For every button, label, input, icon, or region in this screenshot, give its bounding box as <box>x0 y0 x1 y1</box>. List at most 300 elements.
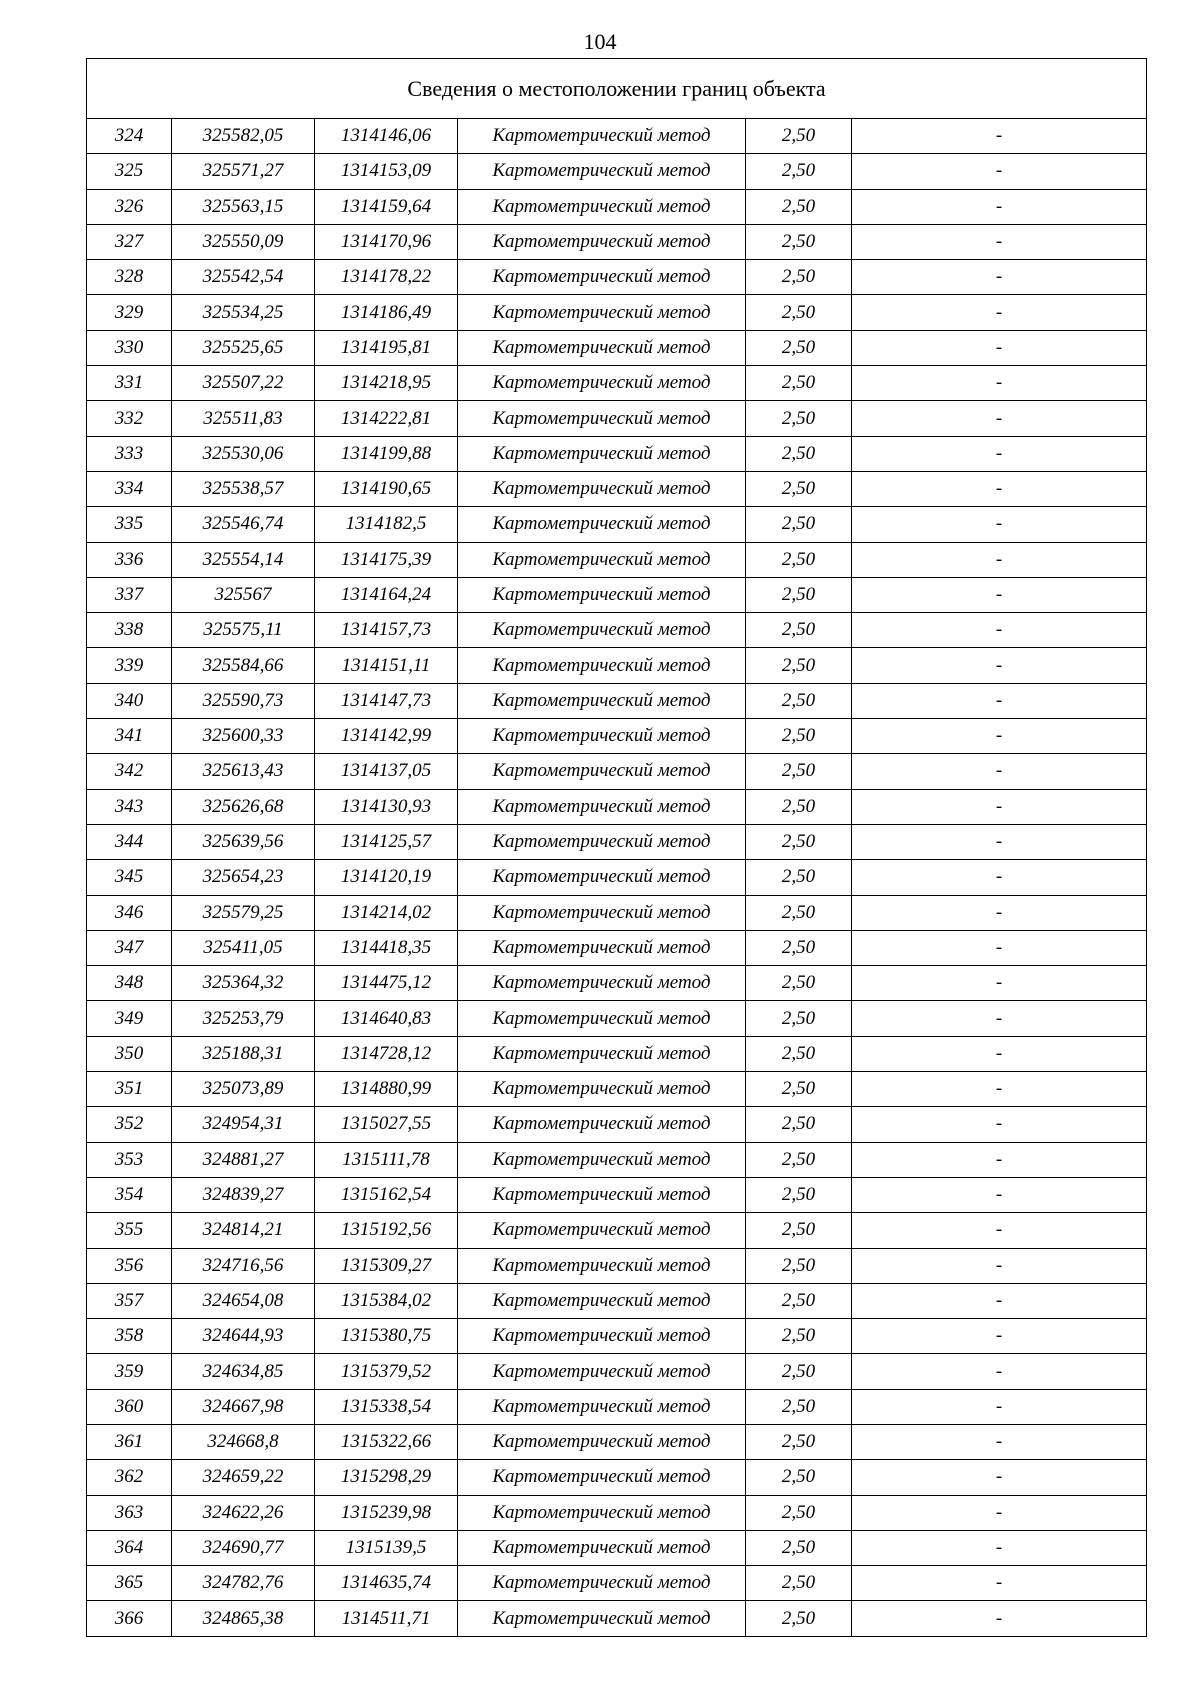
y-coordinate-cell: 1314222,81 <box>315 401 458 436</box>
accuracy-cell: 2,50 <box>746 401 852 436</box>
table-row <box>87 366 1147 401</box>
point-number-cell: 365 <box>87 1566 172 1601</box>
table-row <box>87 1036 1147 1071</box>
table-row <box>87 154 1147 189</box>
x-coordinate-cell: 324668,8 <box>172 1424 315 1459</box>
method-cell: Картометрический метод <box>458 189 746 224</box>
method-cell: Картометрический метод <box>458 119 746 154</box>
table-row <box>87 683 1147 718</box>
point-number-cell: 347 <box>87 930 172 965</box>
point-number-cell: 327 <box>87 224 172 259</box>
y-coordinate-cell: 1315338,54 <box>315 1389 458 1424</box>
method-cell: Картометрический метод <box>458 1354 746 1389</box>
note-cell: - <box>852 1036 1147 1071</box>
method-cell: Картометрический метод <box>458 1460 746 1495</box>
table-row <box>87 648 1147 683</box>
point-number-cell: 330 <box>87 330 172 365</box>
accuracy-cell: 2,50 <box>746 577 852 612</box>
method-cell: Картометрический метод <box>458 1495 746 1530</box>
accuracy-cell: 2,50 <box>746 754 852 789</box>
accuracy-cell: 2,50 <box>746 1530 852 1565</box>
table-row <box>87 507 1147 542</box>
table-row <box>87 119 1147 154</box>
table-body <box>87 59 1147 1637</box>
accuracy-cell: 2,50 <box>746 1072 852 1107</box>
y-coordinate-cell: 1314728,12 <box>315 1036 458 1071</box>
point-number-cell: 334 <box>87 471 172 506</box>
note-cell: - <box>852 1142 1147 1177</box>
x-coordinate-cell: 325579,25 <box>172 895 315 930</box>
table-row <box>87 224 1147 259</box>
accuracy-cell: 2,50 <box>746 1566 852 1601</box>
note-cell: - <box>852 1107 1147 1142</box>
table-row <box>87 330 1147 365</box>
accuracy-cell: 2,50 <box>746 189 852 224</box>
table-row <box>87 824 1147 859</box>
x-coordinate-cell: 325507,22 <box>172 366 315 401</box>
accuracy-cell: 2,50 <box>746 966 852 1001</box>
note-cell: - <box>852 648 1147 683</box>
table-row <box>87 1213 1147 1248</box>
x-coordinate-cell: 325567 <box>172 577 315 612</box>
table-row <box>87 260 1147 295</box>
table-row <box>87 1460 1147 1495</box>
table-row <box>87 966 1147 1001</box>
method-cell: Картометрический метод <box>458 1142 746 1177</box>
accuracy-cell: 2,50 <box>746 719 852 754</box>
x-coordinate-cell: 324667,98 <box>172 1389 315 1424</box>
table-row <box>87 1566 1147 1601</box>
note-cell: - <box>852 613 1147 648</box>
method-cell: Картометрический метод <box>458 719 746 754</box>
table-row <box>87 930 1147 965</box>
method-cell: Картометрический метод <box>458 330 746 365</box>
method-cell: Картометрический метод <box>458 436 746 471</box>
point-number-cell: 326 <box>87 189 172 224</box>
method-cell: Картометрический метод <box>458 154 746 189</box>
accuracy-cell: 2,50 <box>746 824 852 859</box>
y-coordinate-cell: 1314147,73 <box>315 683 458 718</box>
method-cell: Картометрический метод <box>458 1036 746 1071</box>
y-coordinate-cell: 1314214,02 <box>315 895 458 930</box>
y-coordinate-cell: 1314130,93 <box>315 789 458 824</box>
y-coordinate-cell: 1315384,02 <box>315 1283 458 1318</box>
accuracy-cell: 2,50 <box>746 1424 852 1459</box>
point-number-cell: 333 <box>87 436 172 471</box>
table-row <box>87 1495 1147 1530</box>
y-coordinate-cell: 1314170,96 <box>315 224 458 259</box>
accuracy-cell: 2,50 <box>746 366 852 401</box>
accuracy-cell: 2,50 <box>746 895 852 930</box>
point-number-cell: 331 <box>87 366 172 401</box>
x-coordinate-cell: 324716,56 <box>172 1248 315 1283</box>
method-cell: Картометрический метод <box>458 754 746 789</box>
point-number-cell: 341 <box>87 719 172 754</box>
x-coordinate-cell: 325554,14 <box>172 542 315 577</box>
point-number-cell: 339 <box>87 648 172 683</box>
note-cell: - <box>852 754 1147 789</box>
note-cell: - <box>852 542 1147 577</box>
x-coordinate-cell: 325590,73 <box>172 683 315 718</box>
point-number-cell: 348 <box>87 966 172 1001</box>
method-cell: Картометрический метод <box>458 1248 746 1283</box>
table-title: Сведения о местоположении границ объекта <box>87 59 1147 119</box>
x-coordinate-cell: 325188,31 <box>172 1036 315 1071</box>
x-coordinate-cell: 324659,22 <box>172 1460 315 1495</box>
y-coordinate-cell: 1314125,57 <box>315 824 458 859</box>
accuracy-cell: 2,50 <box>746 1283 852 1318</box>
y-coordinate-cell: 1314157,73 <box>315 613 458 648</box>
x-coordinate-cell: 324782,76 <box>172 1566 315 1601</box>
method-cell: Картометрический метод <box>458 789 746 824</box>
y-coordinate-cell: 1315322,66 <box>315 1424 458 1459</box>
point-number-cell: 364 <box>87 1530 172 1565</box>
accuracy-cell: 2,50 <box>746 1177 852 1212</box>
note-cell: - <box>852 930 1147 965</box>
x-coordinate-cell: 325525,65 <box>172 330 315 365</box>
method-cell: Картометрический метод <box>458 507 746 542</box>
accuracy-cell: 2,50 <box>746 683 852 718</box>
table-row <box>87 1424 1147 1459</box>
accuracy-cell: 2,50 <box>746 1389 852 1424</box>
method-cell: Картометрический метод <box>458 1530 746 1565</box>
accuracy-cell: 2,50 <box>746 542 852 577</box>
x-coordinate-cell: 324954,31 <box>172 1107 315 1142</box>
method-cell: Картометрический метод <box>458 1319 746 1354</box>
x-coordinate-cell: 325411,05 <box>172 930 315 965</box>
note-cell: - <box>852 1283 1147 1318</box>
table-row <box>87 754 1147 789</box>
note-cell: - <box>852 895 1147 930</box>
accuracy-cell: 2,50 <box>746 1107 852 1142</box>
note-cell: - <box>852 1424 1147 1459</box>
method-cell: Картометрический метод <box>458 1601 746 1636</box>
accuracy-cell: 2,50 <box>746 1142 852 1177</box>
accuracy-cell: 2,50 <box>746 1601 852 1636</box>
accuracy-cell: 2,50 <box>746 1495 852 1530</box>
point-number-cell: 332 <box>87 401 172 436</box>
x-coordinate-cell: 325600,33 <box>172 719 315 754</box>
table-row <box>87 436 1147 471</box>
method-cell: Картометрический метод <box>458 1283 746 1318</box>
y-coordinate-cell: 1314151,11 <box>315 648 458 683</box>
accuracy-cell: 2,50 <box>746 154 852 189</box>
point-number-cell: 357 <box>87 1283 172 1318</box>
accuracy-cell: 2,50 <box>746 789 852 824</box>
point-number-cell: 343 <box>87 789 172 824</box>
point-number-cell: 349 <box>87 1001 172 1036</box>
y-coordinate-cell: 1314511,71 <box>315 1601 458 1636</box>
method-cell: Картометрический метод <box>458 224 746 259</box>
accuracy-cell: 2,50 <box>746 436 852 471</box>
point-number-cell: 336 <box>87 542 172 577</box>
method-cell: Картометрический метод <box>458 1107 746 1142</box>
y-coordinate-cell: 1315309,27 <box>315 1248 458 1283</box>
y-coordinate-cell: 1314159,64 <box>315 189 458 224</box>
y-coordinate-cell: 1314418,35 <box>315 930 458 965</box>
method-cell: Картометрический метод <box>458 542 746 577</box>
method-cell: Картометрический метод <box>458 930 746 965</box>
note-cell: - <box>852 1319 1147 1354</box>
x-coordinate-cell: 324622,26 <box>172 1495 315 1530</box>
y-coordinate-cell: 1315192,56 <box>315 1213 458 1248</box>
table-row <box>87 1142 1147 1177</box>
note-cell: - <box>852 966 1147 1001</box>
point-number-cell: 363 <box>87 1495 172 1530</box>
y-coordinate-cell: 1315380,75 <box>315 1319 458 1354</box>
y-coordinate-cell: 1314640,83 <box>315 1001 458 1036</box>
x-coordinate-cell: 325530,06 <box>172 436 315 471</box>
y-coordinate-cell: 1314635,74 <box>315 1566 458 1601</box>
page-number: 104 <box>583 29 617 54</box>
accuracy-cell: 2,50 <box>746 1354 852 1389</box>
note-cell: - <box>852 1601 1147 1636</box>
note-cell: - <box>852 1495 1147 1530</box>
y-coordinate-cell: 1314199,88 <box>315 436 458 471</box>
x-coordinate-cell: 324865,38 <box>172 1601 315 1636</box>
table-row <box>87 789 1147 824</box>
y-coordinate-cell: 1314195,81 <box>315 330 458 365</box>
note-cell: - <box>852 260 1147 295</box>
note-cell: - <box>852 1177 1147 1212</box>
point-number-cell: 345 <box>87 860 172 895</box>
x-coordinate-cell: 324654,08 <box>172 1283 315 1318</box>
y-coordinate-cell: 1314190,65 <box>315 471 458 506</box>
accuracy-cell: 2,50 <box>746 224 852 259</box>
table-row <box>87 577 1147 612</box>
method-cell: Картометрический метод <box>458 1213 746 1248</box>
note-cell: - <box>852 330 1147 365</box>
table-row <box>87 1601 1147 1636</box>
x-coordinate-cell: 325550,09 <box>172 224 315 259</box>
x-coordinate-cell: 325542,54 <box>172 260 315 295</box>
x-coordinate-cell: 325534,25 <box>172 295 315 330</box>
note-cell: - <box>852 860 1147 895</box>
y-coordinate-cell: 1315298,29 <box>315 1460 458 1495</box>
y-coordinate-cell: 1314182,5 <box>315 507 458 542</box>
note-cell: - <box>852 789 1147 824</box>
note-cell: - <box>852 401 1147 436</box>
y-coordinate-cell: 1314178,22 <box>315 260 458 295</box>
table-row <box>87 1001 1147 1036</box>
y-coordinate-cell: 1314175,39 <box>315 542 458 577</box>
y-coordinate-cell: 1314153,09 <box>315 154 458 189</box>
accuracy-cell: 2,50 <box>746 1248 852 1283</box>
note-cell: - <box>852 1389 1147 1424</box>
note-cell: - <box>852 1213 1147 1248</box>
method-cell: Картометрический метод <box>458 1001 746 1036</box>
x-coordinate-cell: 324814,21 <box>172 1213 315 1248</box>
x-coordinate-cell: 325575,11 <box>172 613 315 648</box>
x-coordinate-cell: 325626,68 <box>172 789 315 824</box>
y-coordinate-cell: 1315111,78 <box>315 1142 458 1177</box>
y-coordinate-cell: 1314146,06 <box>315 119 458 154</box>
method-cell: Картометрический метод <box>458 1389 746 1424</box>
y-coordinate-cell: 1314142,99 <box>315 719 458 754</box>
point-number-cell: 328 <box>87 260 172 295</box>
y-coordinate-cell: 1314218,95 <box>315 366 458 401</box>
x-coordinate-cell: 325511,83 <box>172 401 315 436</box>
point-number-cell: 324 <box>87 119 172 154</box>
x-coordinate-cell: 324881,27 <box>172 1142 315 1177</box>
method-cell: Картометрический метод <box>458 295 746 330</box>
x-coordinate-cell: 325253,79 <box>172 1001 315 1036</box>
note-cell: - <box>852 366 1147 401</box>
point-number-cell: 351 <box>87 1072 172 1107</box>
table-row <box>87 189 1147 224</box>
table-row <box>87 719 1147 754</box>
table-row <box>87 1177 1147 1212</box>
table-row <box>87 401 1147 436</box>
y-coordinate-cell: 1314137,05 <box>315 754 458 789</box>
accuracy-cell: 2,50 <box>746 613 852 648</box>
y-coordinate-cell: 1314475,12 <box>315 966 458 1001</box>
table-row <box>87 1283 1147 1318</box>
point-number-cell: 362 <box>87 1460 172 1495</box>
table-row <box>87 1319 1147 1354</box>
table-row <box>87 471 1147 506</box>
point-number-cell: 346 <box>87 895 172 930</box>
note-cell: - <box>852 1001 1147 1036</box>
point-number-cell: 335 <box>87 507 172 542</box>
y-coordinate-cell: 1315027,55 <box>315 1107 458 1142</box>
method-cell: Картометрический метод <box>458 1177 746 1212</box>
note-cell: - <box>852 577 1147 612</box>
y-coordinate-cell: 1315379,52 <box>315 1354 458 1389</box>
accuracy-cell: 2,50 <box>746 1460 852 1495</box>
y-coordinate-cell: 1314164,24 <box>315 577 458 612</box>
table-row <box>87 860 1147 895</box>
x-coordinate-cell: 325582,05 <box>172 119 315 154</box>
point-number-cell: 354 <box>87 1177 172 1212</box>
point-number-cell: 329 <box>87 295 172 330</box>
point-number-cell: 338 <box>87 613 172 648</box>
method-cell: Картометрический метод <box>458 471 746 506</box>
point-number-cell: 344 <box>87 824 172 859</box>
accuracy-cell: 2,50 <box>746 1036 852 1071</box>
note-cell: - <box>852 471 1147 506</box>
accuracy-cell: 2,50 <box>746 860 852 895</box>
y-coordinate-cell: 1315239,98 <box>315 1495 458 1530</box>
note-cell: - <box>852 824 1147 859</box>
x-coordinate-cell: 325584,66 <box>172 648 315 683</box>
accuracy-cell: 2,50 <box>746 1213 852 1248</box>
y-coordinate-cell: 1314880,99 <box>315 1072 458 1107</box>
accuracy-cell: 2,50 <box>746 119 852 154</box>
accuracy-cell: 2,50 <box>746 1001 852 1036</box>
method-cell: Картометрический метод <box>458 1072 746 1107</box>
point-number-cell: 352 <box>87 1107 172 1142</box>
x-coordinate-cell: 324690,77 <box>172 1530 315 1565</box>
x-coordinate-cell: 325639,56 <box>172 824 315 859</box>
table-row <box>87 542 1147 577</box>
point-number-cell: 350 <box>87 1036 172 1071</box>
boundary-coordinates-table <box>86 58 1147 1637</box>
y-coordinate-cell: 1315162,54 <box>315 1177 458 1212</box>
method-cell: Картометрический метод <box>458 895 746 930</box>
table-row <box>87 1072 1147 1107</box>
accuracy-cell: 2,50 <box>746 260 852 295</box>
x-coordinate-cell: 324644,93 <box>172 1319 315 1354</box>
table-row <box>87 1530 1147 1565</box>
x-coordinate-cell: 325546,74 <box>172 507 315 542</box>
table-row <box>87 613 1147 648</box>
point-number-cell: 358 <box>87 1319 172 1354</box>
point-number-cell: 353 <box>87 1142 172 1177</box>
accuracy-cell: 2,50 <box>746 295 852 330</box>
point-number-cell: 359 <box>87 1354 172 1389</box>
note-cell: - <box>852 1072 1147 1107</box>
note-cell: - <box>852 119 1147 154</box>
point-number-cell: 355 <box>87 1213 172 1248</box>
note-cell: - <box>852 295 1147 330</box>
table-row <box>87 1389 1147 1424</box>
y-coordinate-cell: 1314120,19 <box>315 860 458 895</box>
point-number-cell: 325 <box>87 154 172 189</box>
table-row <box>87 295 1147 330</box>
accuracy-cell: 2,50 <box>746 648 852 683</box>
x-coordinate-cell: 325571,27 <box>172 154 315 189</box>
note-cell: - <box>852 189 1147 224</box>
accuracy-cell: 2,50 <box>746 471 852 506</box>
note-cell: - <box>852 1354 1147 1389</box>
note-cell: - <box>852 154 1147 189</box>
x-coordinate-cell: 325073,89 <box>172 1072 315 1107</box>
note-cell: - <box>852 1530 1147 1565</box>
note-cell: - <box>852 1566 1147 1601</box>
accuracy-cell: 2,50 <box>746 1319 852 1354</box>
note-cell: - <box>852 683 1147 718</box>
note-cell: - <box>852 507 1147 542</box>
method-cell: Картометрический метод <box>458 1424 746 1459</box>
point-number-cell: 360 <box>87 1389 172 1424</box>
x-coordinate-cell: 325613,43 <box>172 754 315 789</box>
note-cell: - <box>852 436 1147 471</box>
y-coordinate-cell: 1314186,49 <box>315 295 458 330</box>
x-coordinate-cell: 325538,57 <box>172 471 315 506</box>
note-cell: - <box>852 719 1147 754</box>
x-coordinate-cell: 325563,15 <box>172 189 315 224</box>
point-number-cell: 337 <box>87 577 172 612</box>
table-row <box>87 895 1147 930</box>
accuracy-cell: 2,50 <box>746 507 852 542</box>
method-cell: Картометрический метод <box>458 260 746 295</box>
method-cell: Картометрический метод <box>458 648 746 683</box>
method-cell: Картометрический метод <box>458 824 746 859</box>
table-title-row <box>87 59 1147 119</box>
method-cell: Картометрический метод <box>458 1566 746 1601</box>
method-cell: Картометрический метод <box>458 613 746 648</box>
method-cell: Картометрический метод <box>458 401 746 436</box>
accuracy-cell: 2,50 <box>746 330 852 365</box>
note-cell: - <box>852 1248 1147 1283</box>
method-cell: Картометрический метод <box>458 683 746 718</box>
point-number-cell: 356 <box>87 1248 172 1283</box>
x-coordinate-cell: 325654,23 <box>172 860 315 895</box>
point-number-cell: 340 <box>87 683 172 718</box>
table-row <box>87 1248 1147 1283</box>
x-coordinate-cell: 325364,32 <box>172 966 315 1001</box>
method-cell: Картометрический метод <box>458 860 746 895</box>
point-number-cell: 361 <box>87 1424 172 1459</box>
table-row <box>87 1354 1147 1389</box>
point-number-cell: 366 <box>87 1601 172 1636</box>
method-cell: Картометрический метод <box>458 966 746 1001</box>
point-number-cell: 342 <box>87 754 172 789</box>
x-coordinate-cell: 324839,27 <box>172 1177 315 1212</box>
note-cell: - <box>852 1460 1147 1495</box>
method-cell: Картометрический метод <box>458 577 746 612</box>
